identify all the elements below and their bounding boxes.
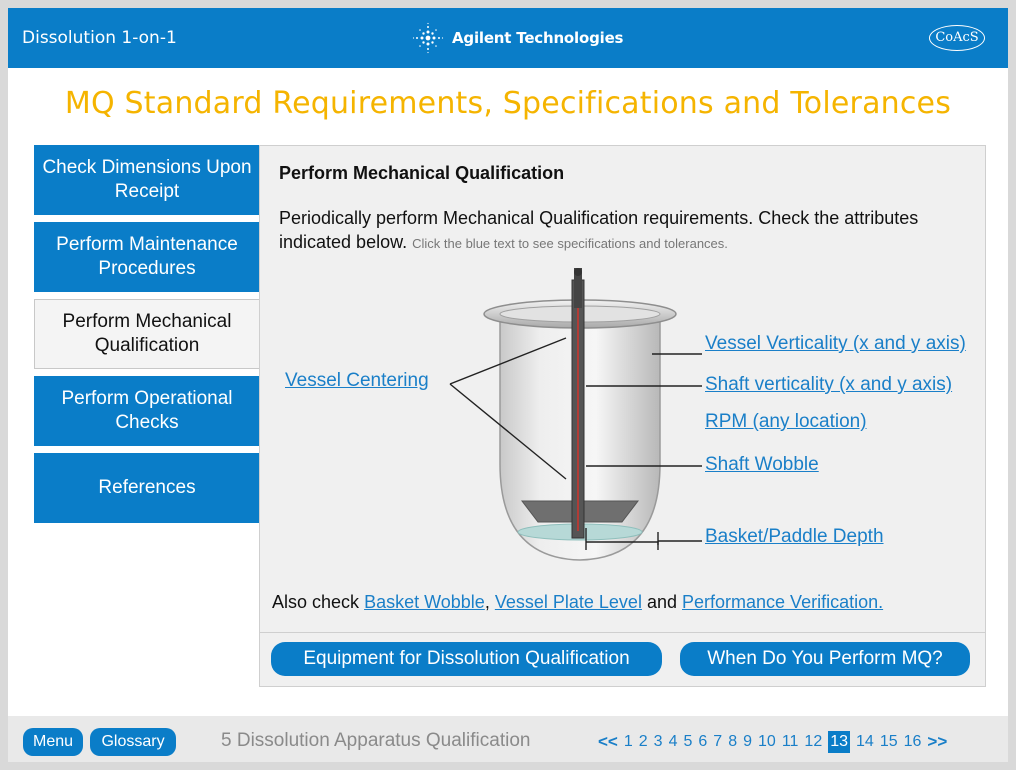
vessel-plate-level-link[interactable]: Vessel Plate Level bbox=[494, 592, 642, 612]
pager-page-14[interactable]: 14 bbox=[856, 733, 874, 750]
pager-page-12[interactable]: 12 bbox=[804, 733, 823, 750]
content-divider bbox=[260, 632, 985, 633]
sidebar-item-operational-checks[interactable] bbox=[34, 376, 260, 446]
sidebar-item-check-dimensions[interactable] bbox=[34, 145, 260, 215]
coacs-logo: CoAcS bbox=[929, 25, 985, 51]
basket-paddle-depth-link[interactable]: Basket/Paddle Depth bbox=[705, 526, 884, 547]
sidebar-item-label: Perform Mechanical Qualification bbox=[62, 311, 232, 356]
pager bbox=[598, 729, 953, 755]
pager-page-8[interactable]: 8 bbox=[728, 733, 738, 750]
sidebar-item-references[interactable] bbox=[34, 453, 260, 523]
also-check-line bbox=[272, 592, 883, 613]
shaft-wobble-link[interactable]: Shaft Wobble bbox=[705, 454, 819, 475]
vessel-centering-link[interactable]: Vessel Centering bbox=[285, 370, 429, 391]
sidebar-item-label: Perform Maintenance Procedures bbox=[56, 234, 238, 279]
pager-page-5[interactable]: 5 bbox=[683, 733, 693, 750]
also-check-comma: , bbox=[484, 592, 490, 612]
footer-bar bbox=[8, 716, 1008, 762]
page-title: MQ Standard Requirements, Specifications and Tolerances bbox=[64, 86, 952, 121]
pager-prev[interactable]: << bbox=[598, 732, 618, 751]
content-panel bbox=[259, 145, 986, 687]
equipment-button[interactable]: Equipment for Dissolution Qualification bbox=[271, 642, 662, 676]
glossary-button[interactable]: Glossary bbox=[90, 728, 176, 756]
intro-body: Periodically perform Mechanical Qualification requirements. Check the attributes indicated below. bbox=[279, 208, 919, 252]
brand-logo bbox=[412, 22, 623, 54]
app-frame bbox=[8, 8, 1008, 762]
sidebar-item-mechanical-qualification[interactable] bbox=[34, 299, 260, 369]
sidebar-item-label: References bbox=[98, 477, 196, 498]
pager-page-6[interactable]: 6 bbox=[698, 733, 708, 750]
pager-page-16[interactable]: 16 bbox=[903, 733, 922, 750]
pager-page-current[interactable]: 13 bbox=[828, 731, 850, 753]
intro-hint: Click the blue text to see specifications and tolerances. bbox=[412, 236, 728, 251]
pager-page-11[interactable]: 11 bbox=[781, 733, 799, 750]
section-label: 5 Dissolution Apparatus Qualification bbox=[221, 730, 531, 751]
section-title: Perform Mechanical Qualification bbox=[279, 163, 565, 183]
agilent-spark-icon bbox=[412, 22, 444, 54]
also-check-and: and bbox=[646, 592, 677, 612]
app-title: Dissolution 1-on-1 bbox=[22, 28, 177, 48]
performance-verification-link[interactable]: Performance Verification. bbox=[682, 592, 884, 612]
pager-page-3[interactable]: 3 bbox=[653, 733, 663, 750]
top-bar bbox=[8, 8, 1008, 68]
when-perform-mq-button[interactable]: When Do You Perform MQ? bbox=[680, 642, 970, 676]
basket-wobble-link[interactable]: Basket Wobble bbox=[364, 592, 485, 612]
pager-page-1[interactable]: 1 bbox=[623, 733, 633, 750]
pager-page-10[interactable]: 10 bbox=[758, 733, 776, 750]
rpm-link[interactable]: RPM (any location) bbox=[705, 411, 867, 432]
shaft-verticality-link[interactable]: Shaft verticality (x and y axis) bbox=[705, 374, 953, 395]
pager-page-2[interactable]: 2 bbox=[638, 733, 648, 750]
menu-button[interactable]: Menu bbox=[23, 728, 83, 756]
sidebar-item-maintenance[interactable] bbox=[34, 222, 260, 292]
pager-page-9[interactable]: 9 bbox=[743, 733, 753, 750]
also-check-prefix: Also check bbox=[272, 592, 360, 612]
sidebar-item-label: Check Dimensions Upon Receipt bbox=[42, 157, 252, 202]
pager-page-7[interactable]: 7 bbox=[713, 733, 723, 750]
sidebar-item-label: Perform Operational Checks bbox=[61, 388, 233, 433]
vessel-verticality-link[interactable]: Vessel Verticality (x and y axis) bbox=[705, 333, 966, 354]
brand-name: Agilent Technologies bbox=[452, 29, 624, 47]
pager-next[interactable]: >> bbox=[927, 732, 948, 751]
pager-page-4[interactable]: 4 bbox=[668, 733, 678, 750]
pager-page-15[interactable]: 15 bbox=[879, 733, 898, 750]
